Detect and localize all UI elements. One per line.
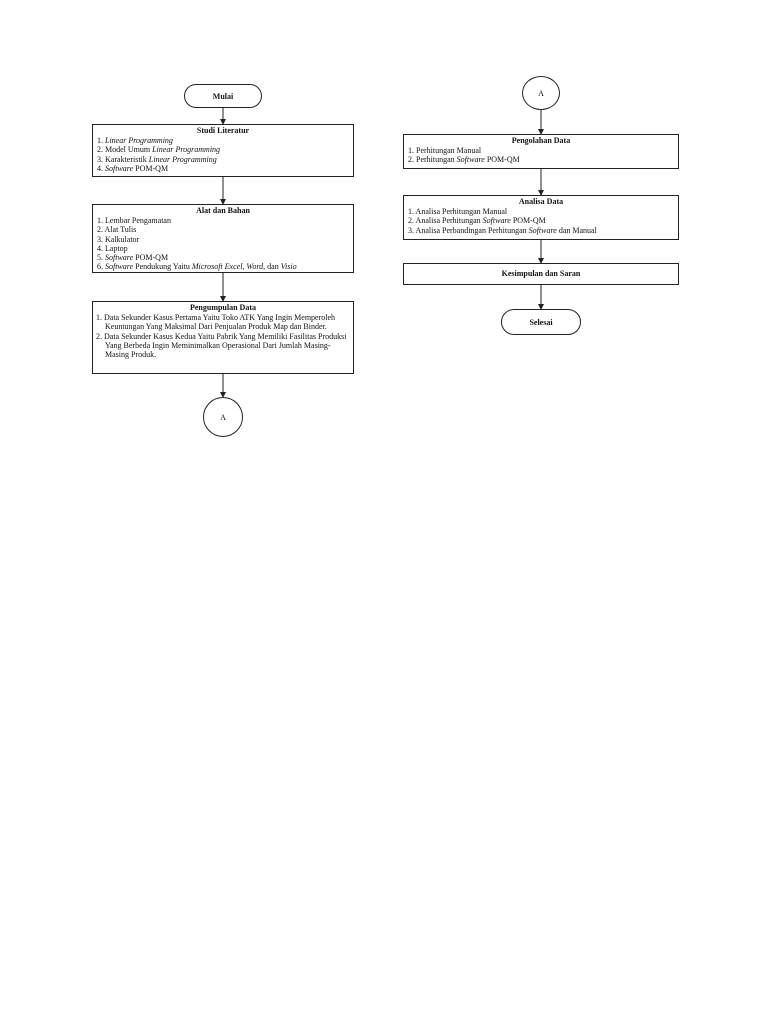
analisa-data-list xyxy=(407,207,675,235)
list-item: 2. Data Sekunder Kasus Kedua Yaitu Pabrik Yang Memiliki Fasilitas Produksi Yang Berbeda Ingin Meminimalkan Operasional Dari Jumlah Masing-Masing Produk. xyxy=(96,331,347,360)
list-item: 2. Perhitungan Software POM-QM xyxy=(408,155,520,165)
list-item: 4. Laptop xyxy=(97,243,128,253)
pengumpulan-data-list xyxy=(96,313,350,359)
kesimpulan-saran-box xyxy=(403,263,679,285)
list-item: 4. Software POM-QM xyxy=(97,163,169,173)
alat-bahan-box xyxy=(92,204,354,273)
end-label: Selesai xyxy=(529,317,553,327)
studi-literatur-title: Studi Literatur xyxy=(196,126,250,135)
connector-label: A xyxy=(538,88,544,98)
studi-literatur-box xyxy=(92,124,354,177)
list-item: 2. Alat Tulis xyxy=(97,225,137,235)
pengolahan-data-title: Pengolahan Data xyxy=(511,136,571,145)
list-item: 1. Perhitungan Manual xyxy=(408,146,482,155)
list-item: 5. Software POM-QM xyxy=(97,253,169,263)
connector-label: A xyxy=(220,412,226,422)
list-item: 2. Model Umum Linear Programming xyxy=(97,145,221,155)
alat-bahan-title: Alat dan Bahan xyxy=(196,206,250,215)
list-item: 1. Analisa Perhitungan Manual xyxy=(408,207,508,216)
list-item: 1. Linear Programming xyxy=(97,136,173,145)
list-item: 2. Analisa Perhitungan Software POM-QM xyxy=(408,216,546,226)
list-item: 1. Lembar Pengamatan xyxy=(97,216,171,225)
list-item: 3. Kalkulator xyxy=(97,234,140,244)
studi-literatur-list xyxy=(96,136,350,173)
alat-bahan-list xyxy=(96,216,350,272)
pengolahan-data-box xyxy=(403,134,679,169)
pengumpulan-data-title: Pengumpulan Data xyxy=(189,303,256,312)
list-item: 1. Data Sekunder Kasus Pertama Yaitu Toko ATK Yang Ingin Memperoleh Keuntungan Yang Maksimal Dari Penjualan Produk Map dan Binder. xyxy=(96,313,336,332)
list-item: 6. Software Pendukung Yaitu Microsoft Excel, Word, dan Visio xyxy=(97,262,297,272)
start-terminal xyxy=(184,84,262,108)
list-item: 3. Analisa Perbandingan Perhitungan Software dan Manual xyxy=(408,225,597,235)
start-label: Mulai xyxy=(212,91,234,101)
list-item: 3. Karakteristik Linear Programming xyxy=(97,154,217,164)
analisa-data-title: Analisa Data xyxy=(518,197,564,206)
pengumpulan-data-box xyxy=(92,301,354,374)
pengolahan-data-list xyxy=(407,146,675,165)
end-terminal xyxy=(501,309,581,335)
connector-a-top xyxy=(522,76,560,110)
kesimpulan-saran-label: Kesimpulan dan Saran xyxy=(501,269,581,278)
analisa-data-box xyxy=(403,195,679,240)
connector-a-bottom xyxy=(203,397,243,437)
